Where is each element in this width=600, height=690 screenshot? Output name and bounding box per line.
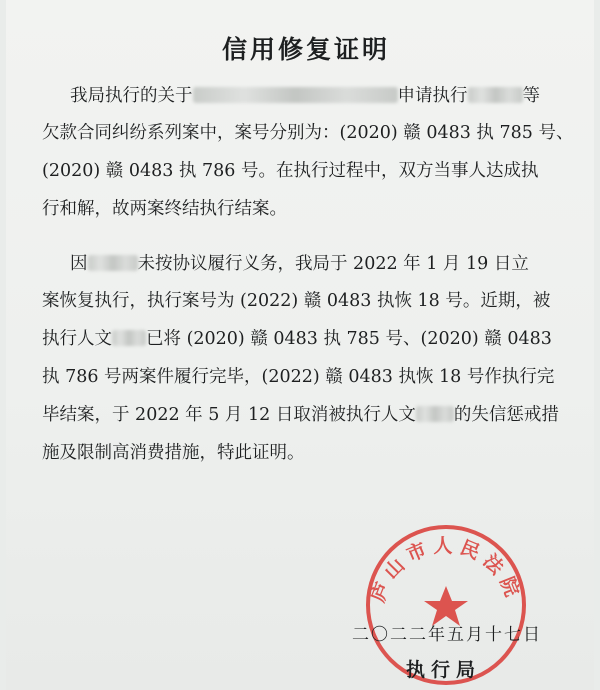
text-segment: 的失信惩戒措 [453,405,559,425]
redacted-name [88,255,138,271]
redacted-name [416,406,454,422]
text-segment: 等 [522,86,540,106]
text-segment: 申请执行 [397,86,468,106]
body-line-6: 案恢复执行，执行案号为 (2022) 赣 0483 执恢 18 号。近期，被 [42,291,551,311]
text-segment: 未按协议履行义务，我局于 2022 年 1 月 19 日立 [137,254,529,274]
issue-date: 二〇二二年五月十七日 [352,625,542,645]
redacted-name [193,87,398,103]
document-page [6,0,594,690]
text-segment: 执行人文 [42,329,112,349]
issuer-name: 执行局 [406,659,482,681]
text-segment: 毕结案，于 2022 年 5 月 12 日取消被执行人文 [42,405,416,425]
body-line-2: 欠款合同纠纷系列案中，案号分别为：(2020) 赣 0483 执 785 号、 [42,123,574,143]
body-line-10: 施及限制高消费措施，特此证明。 [42,443,305,463]
body-line-9 [42,403,559,427]
redacted-name [112,330,146,346]
text-segment: 我局执行的关于 [70,86,193,106]
text-segment: 已将 (2020) 赣 0483 执 785 号、(2020) 赣 0483 [146,329,552,349]
body-line-4: 行和解，故两案终结执行结案。 [42,199,287,219]
body-line-1 [70,84,540,108]
body-line-5 [70,252,529,276]
svg-text:庐山市人民法院: 庐山市人民法院 [367,535,525,606]
text-segment: 因 [70,254,88,274]
body-line-7 [42,327,552,351]
document-title: 信用修复证明 [221,35,390,64]
redacted-name [468,87,523,103]
body-line-8: 执 786 号两案件履行完毕，(2022) 赣 0483 执恢 18 号作执行完 [42,367,555,387]
body-line-3: (2020) 赣 0483 执 786 号。在执行过程中，双方当事人达成执 [42,161,539,181]
